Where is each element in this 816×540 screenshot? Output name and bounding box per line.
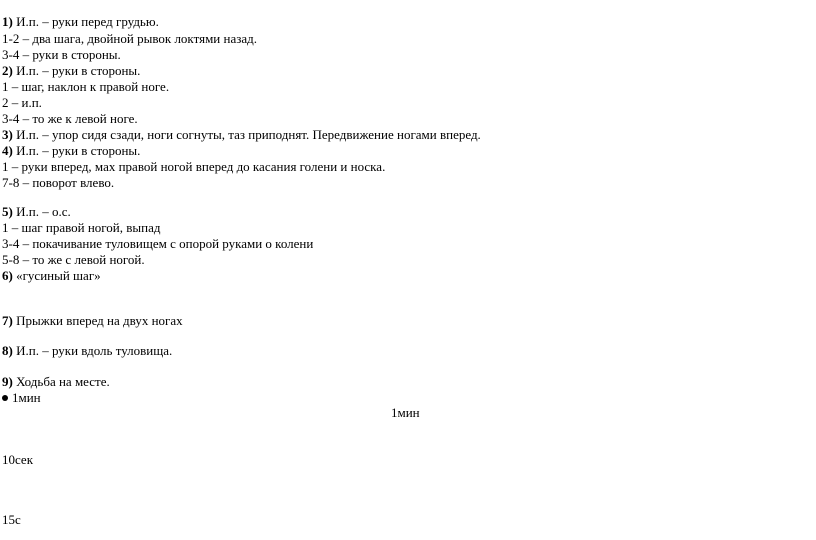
exercise-1-step-1: 1-2 – два шага, двойной рывок локтями назад. [2, 31, 257, 46]
exercise-5-line: 5) И.п. – о.с. [2, 204, 71, 219]
exercise-1-line: 1) И.п. – руки перед грудью. [2, 14, 159, 29]
exercise-5-step-1: 1 – шаг правой ногой, выпад [2, 220, 161, 235]
exercise-7-line: 7) Прыжки вперед на двух ногах [2, 313, 183, 328]
exercise-9-line: 9) Ходьба на месте. [2, 374, 110, 389]
exercise-6-line: 6) «гусиный шаг» [2, 268, 101, 283]
exercise-4-line: 4) И.п. – руки в стороны. [2, 143, 141, 158]
exercise-2-step-3: 3-4 – то же к левой ноге. [2, 111, 138, 126]
duration-15-sec: 15с [2, 512, 21, 527]
exercise-4-step-2: 7-8 – поворот влево. [2, 175, 115, 190]
exercise-2-step-1: 1 – шаг, наклон к правой ноге. [2, 79, 170, 94]
duration-center: 1мин [391, 405, 420, 420]
bullet-duration: 1мин [2, 390, 41, 406]
exercise-2-step-2: 2 – и.п. [2, 95, 42, 110]
exercise-8-line: 8) И.п. – руки вдоль туловища. [2, 343, 173, 358]
exercise-1-step-2: 3-4 – руки в стороны. [2, 47, 121, 62]
duration-10-sec: 10сек [2, 452, 34, 467]
exercise-2-line: 2) И.п. – руки в стороны. [2, 63, 141, 78]
exercise-3-line: 3) И.п. – упор сидя сзади, ноги согнуты, таз приподнят. Передвижение ногами вперед. [2, 127, 481, 142]
exercise-5-step-3: 5-8 – то же с левой ногой. [2, 252, 145, 267]
bullet-dot-icon [2, 395, 8, 401]
exercise-5-step-2: 3-4 – покачивание туловищем с опорой руками о колени [2, 236, 314, 251]
exercise-4-step-1: 1 – руки вперед, мах правой ногой вперед до касания голени и носка. [2, 159, 386, 174]
